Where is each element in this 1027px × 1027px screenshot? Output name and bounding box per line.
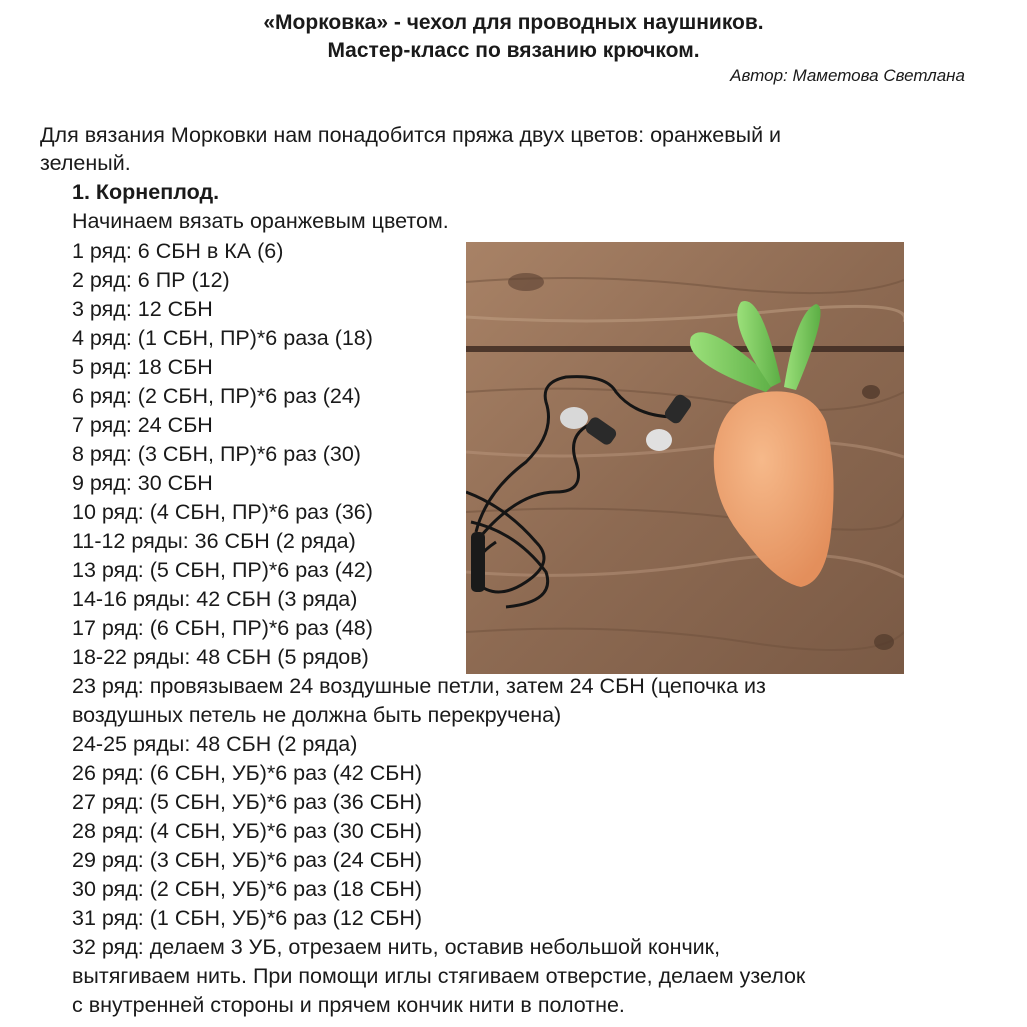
instruction-row: 31 ряд: (1 СБН, УБ)*6 раз (12 СБН) [72, 906, 423, 930]
instruction-row: 5 ряд: 18 СБН [72, 355, 213, 379]
title-line-2: Мастер-класс по вязанию крючком. [327, 39, 700, 62]
instruction-row: 32 ряд: делаем 3 УБ, отрезаем нить, оставив небольшой кончик, [72, 935, 721, 959]
instruction-row: 27 ряд: (5 СБН, УБ)*6 раз (36 СБН) [72, 790, 423, 814]
instruction-row: воздушных петель не должна быть перекручена) [72, 703, 562, 727]
instruction-row: 24-25 ряды: 48 СБН (2 ряда) [72, 732, 358, 756]
title-line-1: «Морковка» - чехол для проводных наушников. [263, 11, 764, 34]
instruction-row: 17 ряд: (6 СБН, ПР)*6 раз (48) [72, 616, 373, 640]
instruction-row: 30 ряд: (2 СБН, УБ)*6 раз (18 СБН) [72, 877, 423, 901]
instruction-row: 2 ряд: 6 ПР (12) [72, 268, 230, 292]
instruction-row: 7 ряд: 24 СБН [72, 413, 213, 437]
instruction-row: 8 ряд: (3 СБН, ПР)*6 раз (30) [72, 442, 361, 466]
instruction-row: 28 ряд: (4 СБН, УБ)*6 раз (30 СБН) [72, 819, 423, 843]
section-heading: 1. Корнеплод. [72, 180, 220, 204]
instruction-row: 26 ряд: (6 СБН, УБ)*6 раз (42 СБН) [72, 761, 423, 785]
instruction-row: 14-16 ряды: 42 СБН (3 ряда) [72, 587, 358, 611]
instruction-row: 3 ряд: 12 СБН [72, 297, 213, 321]
instruction-row: 1 ряд: 6 СБН в КА (6) [72, 239, 284, 263]
instruction-row: 9 ряд: 30 СБН [72, 471, 213, 495]
author: Автор: Маметова Светлана [730, 66, 965, 85]
instruction-row: вытягиваем нить. При помощи иглы стягиваем отверстие, делаем узелок [72, 964, 806, 988]
intro-line-1: Для вязания Морковки нам понадобится пряжа двух цветов: оранжевый и [40, 123, 782, 147]
instruction-row: 6 ряд: (2 СБН, ПР)*6 раз (24) [72, 384, 361, 408]
section-start: Начинаем вязать оранжевым цветом. [72, 209, 449, 233]
instruction-row: 23 ряд: провязываем 24 воздушные петли, затем 24 СБН (цепочка из [72, 674, 766, 698]
instruction-row: 13 ряд: (5 СБН, ПР)*6 раз (42) [72, 558, 373, 582]
instruction-row: 10 ряд: (4 СБН, ПР)*6 раз (36) [72, 500, 373, 524]
instruction-row: 11-12 ряды: 36 СБН (2 ряда) [72, 529, 356, 553]
instruction-row: с внутренней стороны и прячем кончик нити в полотне. [72, 993, 625, 1017]
intro-line-2: зеленый. [40, 151, 131, 175]
carrot-photo [466, 242, 904, 674]
instruction-row: 18-22 ряды: 48 СБН (5 рядов) [72, 645, 369, 669]
instruction-row: 4 ряд: (1 СБН, ПР)*6 раза (18) [72, 326, 373, 350]
instruction-row: 29 ряд: (3 СБН, УБ)*6 раз (24 СБН) [72, 848, 423, 872]
